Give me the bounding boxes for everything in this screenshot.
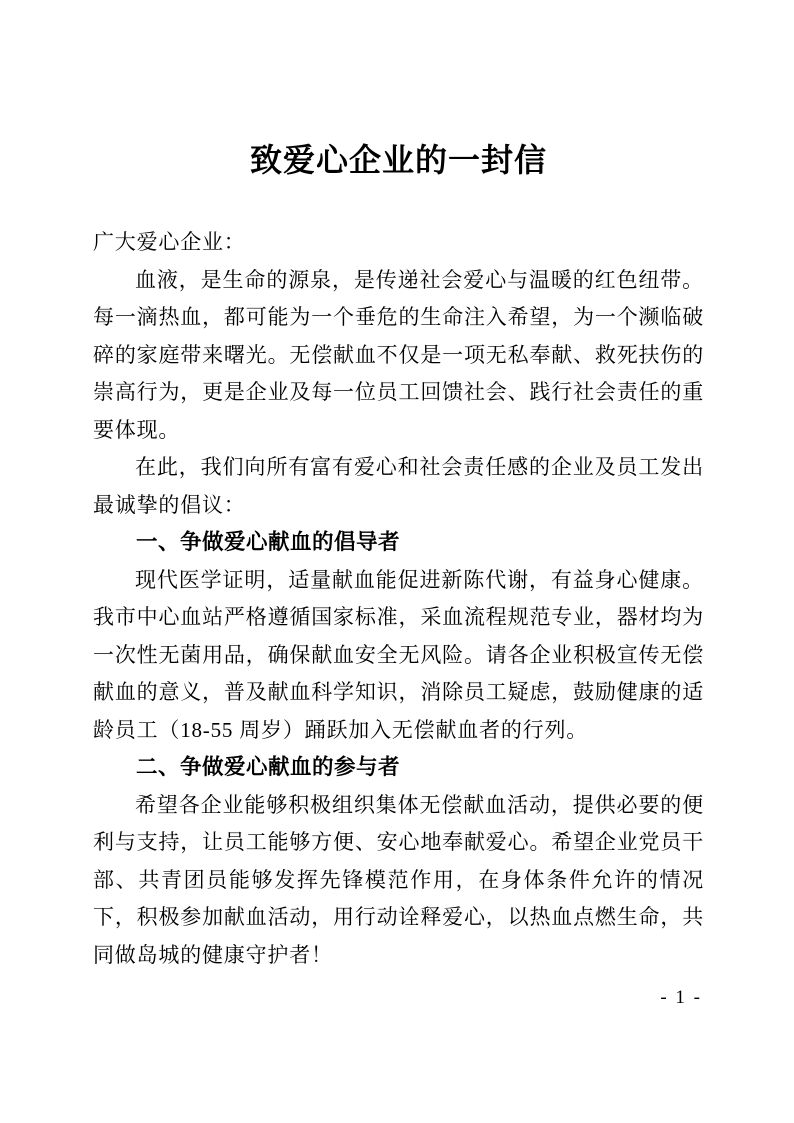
letter-body [93, 224, 704, 974]
page-number: - 1 - [660, 987, 702, 1008]
letter-salutation: 广大爱心企业： [93, 230, 246, 254]
document-content [93, 143, 704, 974]
letter-paragraph-section-2: 希望各企业能够积极组织集体无偿献血活动，提供必要的便利与支持，让员工能够方便、安心地奉献爱心。希望企业党员干部、共青团员能够发挥先锋模范作用，在身体条件允许的情况下，积极参加献血活动，用行动诠释爱心，以热血点燃生命，共同做岛城的健康守护者！ [93, 792, 704, 967]
letter-title: 致爱心企业的一封信 [249, 142, 547, 178]
section-heading-1: 一、争做爱心献血的倡导者 [136, 530, 401, 554]
letter-paragraph-intro: 血液，是生命的源泉，是传递社会爱心与温暖的红色纽带。每一滴热血，都可能为一个垂危的生命注入希望，为一个濒临破碎的家庭带来曙光。无偿献血不仅是一项无私奉献、救死扶伤的崇高行为，更是企业及每一位员工回馈社会、践行社会责任的重要体现。 [93, 267, 704, 442]
section-heading-2: 二、争做爱心献血的参与者 [136, 755, 401, 779]
letter-paragraph-section-1: 现代医学证明，适量献血能促进新陈代谢，有益身心健康。我市中心血站严格遵循国家标准，采血流程规范专业，器材均为一次性无菌用品，确保献血安全无风险。请各企业积极宣传无偿献血的意义，普及献血科学知识，消除员工疑虑，鼓励健康的适龄员工（18-55 周岁）踊跃加入无偿献血者的行列。 [93, 567, 704, 742]
letter-paragraph-proposal: 在此，我们向所有富有爱心和社会责任感的企业及员工发出最诚挚的倡议： [93, 455, 704, 517]
